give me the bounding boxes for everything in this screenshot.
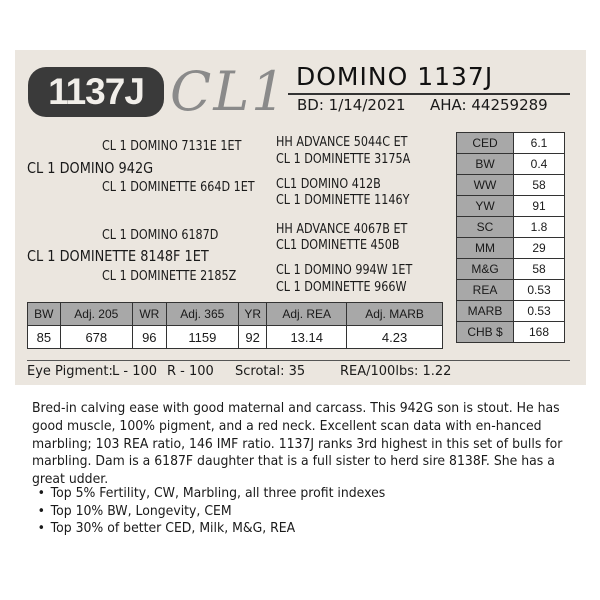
rea-per-100lbs: REA/100lbs: 1.22	[340, 364, 452, 379]
epd-label: REA	[457, 280, 514, 301]
scrotal-measure: Scrotal: 35	[235, 364, 306, 379]
bullet-glyph: •	[37, 503, 45, 519]
description	[32, 400, 577, 489]
epd-label: M&G	[457, 259, 514, 280]
birth-date: BD: 1/14/2021	[297, 96, 406, 114]
highlight-item	[32, 485, 385, 503]
performance-header-row	[28, 303, 443, 326]
epd-label: CHB $	[457, 322, 514, 343]
epd-row	[457, 322, 565, 343]
epd-table	[456, 132, 565, 343]
epd-row	[457, 259, 565, 280]
bullet-glyph: •	[37, 486, 45, 501]
pedigree-sire: CL 1 DOMINO 942G	[27, 159, 154, 177]
pedigree-sd-dam: CL 1 DOMINETTE 1146Y	[276, 193, 410, 208]
epd-label: MM	[457, 238, 514, 259]
epd-row	[457, 217, 565, 238]
pedigree-dam-sire: CL 1 DOMINO 6187D	[102, 228, 219, 243]
description-text: Bred-in calving ease with good maternal and carcass. This 942G son is stout. He has good muscle, 100% pigment, and a red neck. Excellent scan data with en-hanced marbling; 103 REA ratio, 146 IMF ratio. 1137J ranks 3rd highest in this set of bulls for marbling. Dam is a 6187F daughter that is a full sister to herd sire 8138F. She has a great udder.	[32, 401, 563, 488]
highlight-item	[32, 503, 385, 521]
performance-value: 4.23	[347, 326, 443, 349]
epd-value: 58	[514, 175, 565, 196]
pedigree-dam-dam: CL 1 DOMINETTE 2185Z	[102, 269, 237, 284]
performance-value: 85	[28, 326, 61, 349]
epd-value: 29	[514, 238, 565, 259]
epd-label: SC	[457, 217, 514, 238]
performance-value-row	[28, 326, 443, 349]
performance-header: Adj. REA	[267, 303, 347, 326]
epd-row	[457, 301, 565, 322]
pedigree-dam: CL 1 DOMINETTE 8148F 1ET	[27, 247, 209, 265]
performance-table	[27, 302, 443, 349]
name-underline	[288, 93, 570, 95]
lot-id-badge: 1137J	[28, 67, 164, 117]
epd-row	[457, 280, 565, 301]
epd-value: 91	[514, 196, 565, 217]
epd-row	[457, 133, 565, 154]
highlight-item	[32, 520, 385, 538]
epd-label: CED	[457, 133, 514, 154]
pedigree-ss-sire: HH ADVANCE 5044C ET	[276, 135, 408, 150]
epd-label: WW	[457, 175, 514, 196]
epd-value: 1.8	[514, 217, 565, 238]
performance-value: 96	[132, 326, 166, 349]
eye-pigment-left: L - 100	[112, 364, 158, 379]
performance-header: YR	[238, 303, 266, 326]
epd-value: 0.53	[514, 280, 565, 301]
eye-pigment-right: R - 100	[167, 364, 214, 379]
highlight-text: Top 30% of better CED, Milk, M&G, REA	[50, 521, 296, 536]
epd-value: 0.4	[514, 154, 565, 175]
performance-header: Adj. 365	[166, 303, 238, 326]
epd-value: 0.53	[514, 301, 565, 322]
epd-value: 6.1	[514, 133, 565, 154]
bullet-glyph: •	[37, 521, 45, 536]
pedigree-dd-sire: CL 1 DOMINO 994W 1ET	[276, 263, 413, 278]
epd-value: 168	[514, 322, 565, 343]
performance-header: WR	[132, 303, 166, 326]
highlights-list	[32, 485, 412, 538]
pedigree-sire-sire: CL 1 DOMINO 7131E 1ET	[102, 139, 242, 154]
pedigree-ds-dam: CL1 DOMINETTE 450B	[276, 238, 400, 253]
eye-pigment-label: Eye Pigment:	[27, 364, 113, 379]
epd-label: MARB	[457, 301, 514, 322]
epd-row	[457, 154, 565, 175]
highlight-text: Top 10% BW, Longevity, CEM	[50, 503, 232, 519]
highlight-text: Top 5% Fertility, CW, Marbling, all three profit indexes	[50, 486, 386, 501]
bull-name: DOMINO 1137J	[296, 62, 494, 91]
performance-header: Adj. 205	[60, 303, 132, 326]
performance-value: 13.14	[267, 326, 347, 349]
performance-value: 92	[238, 326, 266, 349]
epd-row	[457, 196, 565, 217]
epd-label: YW	[457, 196, 514, 217]
pedigree-ds-sire: HH ADVANCE 4067B ET	[276, 222, 408, 237]
pedigree-ss-dam: CL 1 DOMINETTE 3175A	[276, 152, 411, 167]
pedigree-sire-dam: CL 1 DOMINETTE 664D 1ET	[102, 180, 255, 195]
stats-divider	[27, 360, 570, 361]
epd-value: 58	[514, 259, 565, 280]
ranch-logo: CL1	[170, 60, 288, 123]
performance-value: 678	[60, 326, 132, 349]
performance-header: Adj. MARB	[347, 303, 443, 326]
aha-number: AHA: 44259289	[430, 96, 548, 114]
epd-label: BW	[457, 154, 514, 175]
performance-value: 1159	[166, 326, 238, 349]
epd-row	[457, 175, 565, 196]
epd-row	[457, 238, 565, 259]
pedigree-dd-dam: CL 1 DOMINETTE 966W	[276, 280, 407, 295]
pedigree-sd-sire: CL1 DOMINO 412B	[276, 177, 381, 192]
performance-header: BW	[28, 303, 61, 326]
